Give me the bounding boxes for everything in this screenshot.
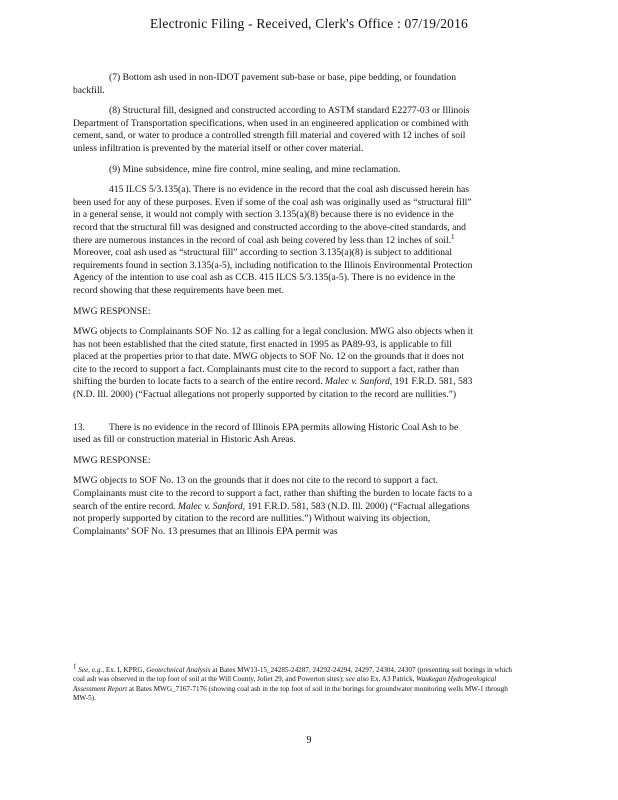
footnote-part-c: Ex. A3 Patrick, [368,675,417,684]
footnote-title-b: Waukegan Hydrogeological Assessment Report [73,675,497,693]
footnote-title-a: Geotechnical Analysis [146,666,211,674]
paragraph-8: (8) Structural fill, designed and constructed according to ASTM standard E2277-03 or Illinois Department of Transportation specifications, when used in an engineered application or combined with cement, sand, or water to produce a controlled strength fill material and covered with 12 inches of soil unless infiltration is prevented by the material itself or other cover material. [73,105,470,154]
footnote-part-a: Ex. I, KPRG, [104,666,147,674]
ilcs-text-a: 415 ILCS 5/3.135(a). There is no evidence in the record that the coal ash discussed herein has been used for any of these purposes. Even if some of the coal ash was originally used as “structural fill” in a general sense, it would not comply with section 3.135(a)(8) because there is no evidence in the record that the structural fill was designed and constructed according to the above-cited standards, and there are numerous instances in the record of coal ash being covered by less than 12 inches of soil. [73,184,472,246]
response-heading-2: MWG RESPONSE: [73,454,151,466]
paragraph-7: (7) Bottom ash used in non-IDOT pavement sub-base or base, pipe bedding, or foundation backfill. [73,72,456,96]
page-number: 9 [306,735,312,746]
response-1-text-b: , 191 F.R.D. 581, 583 (N.D. Ill. 2000) (“Factual allegations not properly supported by citation to the record are nullities.”) [73,376,473,401]
footnote-see-also: see also [345,675,369,684]
response-2-case-name: Malec v. Sanford [177,500,243,512]
document-body [73,72,473,546]
response-2-text-a: MWG objects to SOF No. 13 on the grounds that it does not cite to the record to support a fact. Complainants must cite to the record to support a fact, rather than shifting the burden to locate facts to a search of the entire record. [73,475,473,512]
footnote-see: See, e.g., [78,666,105,674]
item-13-number: 13. [73,421,85,433]
response-text-2 [73,475,473,538]
footnote-part-d: at Bates MWG_7167-7176 (showing coal ash in the top foot of soil in the borings for groundwater monitoring wells MW-1 through MW-5). [73,684,508,703]
response-text-1 [73,326,473,402]
footnote-marker: 1 [73,662,77,671]
paragraph-ilcs [73,184,473,297]
footnote-reference: 1 [451,232,455,241]
response-1-text-a: MWG objects to Complainants SOF No. 12 as calling for a legal conclusion. MWG also objects when it has not been established that the cited statute, first enacted in 1995 as PA89-93, is applicable to fill placed at the properties prior to that date. MWG objects to SOF No. 12 on the grounds that it does not cite to the record to support a fact. Complainants must cite to the record to support a fact, rather than shifting the burden to locate facts to a search of the entire record. [73,326,473,388]
item-13 [73,422,473,447]
ilcs-text-b: Moreover, coal ash used as “structural fill” according to section 3.135(a)(8) is subject to additional requirements found in section 3.135(a-5), including notification to the Illinois Environmental Protection Agency of the intention to use coal ash as CCB. 415 ILCS 5/3.135(a-5). There is no evidence in the record showing that these requirements have been met. [73,247,473,296]
footnote-part-b: at Bates MW13-15_24285-24287, 24292-24294, 24297, 24304, 24307 (presenting soil borings in which coal ash was observed in the top foot of soil at the Will County, Joliet 29, and Powerton sites); [73,666,512,684]
response-1-case-name: Malec v. Sanford [325,376,390,388]
response-2-text-b: , 191 F.R.D. 581, 583 (N.D. Ill. 2000) (“Factual allegations not properly supported by citation to the record are nullities.”) Without waiving its objection, Complainants’ SOF No. 13 presumes that an Illinois EPA permit was [73,500,470,537]
response-heading-1: MWG RESPONSE: [73,305,151,317]
filing-stamp-header: Electronic Filing - Received, Clerk's Office : 07/19/2016 [149,16,468,31]
item-13-text: There is no evidence in the record of Illinois EPA permits allowing Historic Coal Ash to be used as fill or construction material in Historic Ash Areas. [73,421,459,446]
footnote [73,662,513,704]
paragraph-9: (9) Mine subsidence, mine fire control, mine sealing, and mine reclamation. [109,163,401,175]
footnote-1 [73,662,513,704]
